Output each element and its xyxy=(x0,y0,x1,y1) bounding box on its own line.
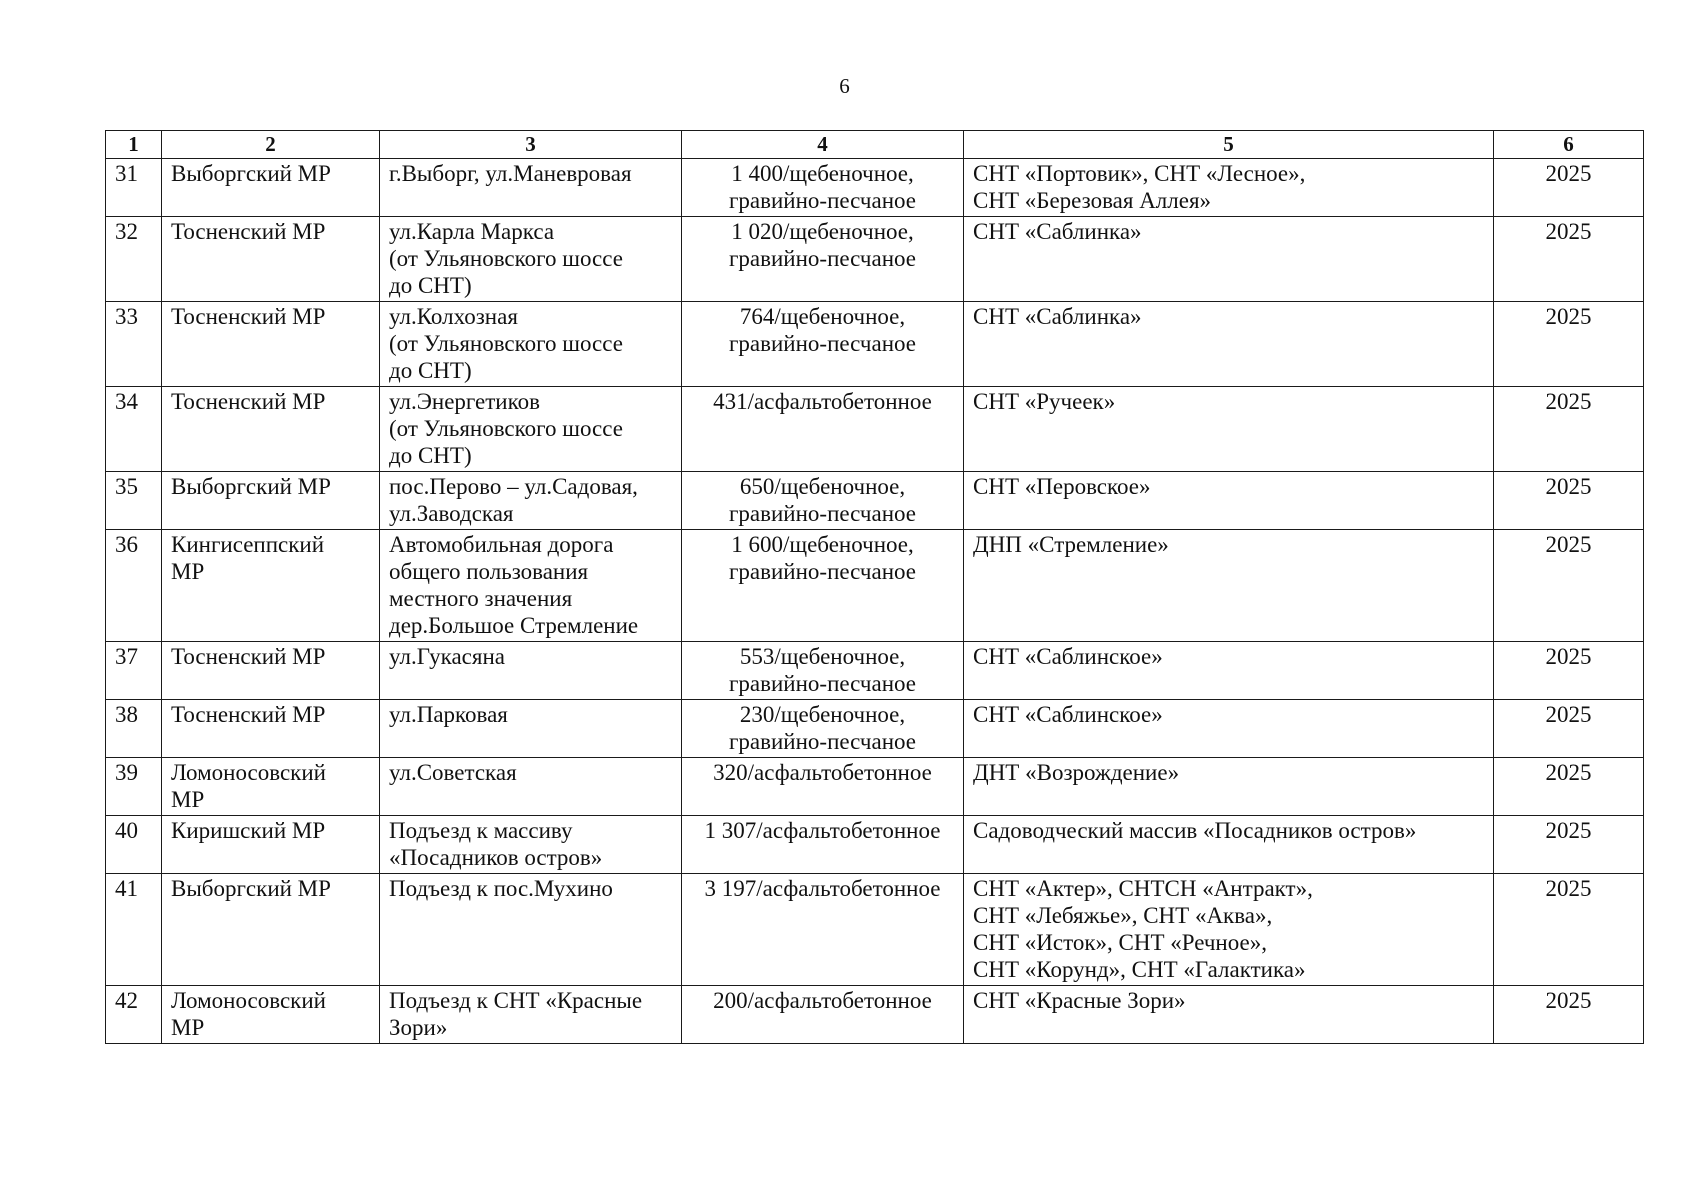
district-cell-line: МР xyxy=(171,1015,205,1040)
road-name-cell-line: дер.Большое Стремление xyxy=(389,613,639,638)
header-row xyxy=(106,131,1644,159)
table-row xyxy=(106,642,1644,700)
district-cell-line: Выборгский МР xyxy=(171,474,331,499)
table-body xyxy=(106,159,1644,1044)
page-number: 6 xyxy=(839,74,850,98)
served-objects-cell xyxy=(964,159,1494,217)
served-objects-cell-line: СНТ «Саблинское» xyxy=(973,702,1163,727)
road-name-cell xyxy=(380,816,682,874)
table-row xyxy=(106,530,1644,642)
length-surface-cell xyxy=(682,159,964,217)
road-name-cell xyxy=(380,159,682,217)
served-objects-cell xyxy=(964,700,1494,758)
served-objects-cell xyxy=(964,387,1494,472)
table-row xyxy=(106,986,1644,1044)
district-cell-line: Тосненский МР xyxy=(171,219,326,244)
length-surface-cell xyxy=(682,986,964,1044)
road-name-cell xyxy=(380,874,682,986)
district-cell xyxy=(162,472,380,530)
row-number-cell: 31 xyxy=(106,159,162,217)
served-objects-cell-line: СНТ «Лебяжье», СНТ «Аква», xyxy=(973,903,1273,928)
table-row xyxy=(106,302,1644,387)
table-row xyxy=(106,874,1644,986)
district-cell xyxy=(162,986,380,1044)
served-objects-cell xyxy=(964,874,1494,986)
served-objects-cell-line: Садоводческий массив «Посадников остров» xyxy=(973,818,1417,843)
district-cell-line: МР xyxy=(171,559,205,584)
header-col-3: 3 xyxy=(380,131,682,159)
row-number-cell: 37 xyxy=(106,642,162,700)
length-surface-cell xyxy=(682,874,964,986)
served-objects-cell xyxy=(964,302,1494,387)
length-surface-cell-line: 431/асфальтобетонное xyxy=(713,389,932,414)
table-row xyxy=(106,472,1644,530)
served-objects-cell xyxy=(964,530,1494,642)
district-cell xyxy=(162,159,380,217)
length-surface-cell-line: гравийно-песчаное xyxy=(729,188,916,213)
header-col-1: 1 xyxy=(106,131,162,159)
header-col-5: 5 xyxy=(964,131,1494,159)
road-name-cell xyxy=(380,472,682,530)
district-cell-line: Ломоносовский xyxy=(171,988,326,1013)
road-name-cell-line: (от Ульяновского шоссе xyxy=(389,331,623,356)
row-number-cell: 40 xyxy=(106,816,162,874)
district-cell xyxy=(162,530,380,642)
road-name-cell-line: Зори» xyxy=(389,1015,448,1040)
length-surface-cell-line: 230/щебеночное, xyxy=(739,702,906,727)
length-surface-cell xyxy=(682,642,964,700)
road-name-cell xyxy=(380,302,682,387)
served-objects-cell xyxy=(964,816,1494,874)
road-name-cell-line: пос.Перово – ул.Садовая, xyxy=(389,474,638,499)
length-surface-cell-line: 764/щебеночное, xyxy=(739,304,906,329)
served-objects-cell xyxy=(964,472,1494,530)
row-number-cell: 38 xyxy=(106,700,162,758)
district-cell-line: Тосненский МР xyxy=(171,644,326,669)
length-surface-cell-line: 3 197/асфальтобетонное xyxy=(704,876,941,901)
road-name-cell-line: (от Ульяновского шоссе xyxy=(389,246,623,271)
road-name-cell-line: ул.Энергетиков xyxy=(389,389,540,414)
length-surface-cell-line: гравийно-песчаное xyxy=(729,671,916,696)
district-cell xyxy=(162,217,380,302)
district-cell xyxy=(162,387,380,472)
year-cell: 2025 xyxy=(1494,874,1644,986)
served-objects-cell-line: ДНТ «Возрождение» xyxy=(973,760,1180,785)
year-cell: 2025 xyxy=(1494,816,1644,874)
length-surface-cell-line: 1 020/щебеночное, xyxy=(731,219,914,244)
served-objects-cell-line: СНТ «Актер», СНТСН «Антракт», xyxy=(973,876,1313,901)
length-surface-cell xyxy=(682,217,964,302)
road-name-cell-line: ул.Колхозная xyxy=(389,304,518,329)
road-name-cell xyxy=(380,986,682,1044)
district-cell xyxy=(162,874,380,986)
length-surface-cell xyxy=(682,758,964,816)
row-number-cell: 35 xyxy=(106,472,162,530)
length-surface-cell xyxy=(682,700,964,758)
served-objects-cell-line: СНТ «Саблинка» xyxy=(973,304,1142,329)
table-row xyxy=(106,387,1644,472)
road-name-cell-line: «Посадников остров» xyxy=(389,845,603,870)
district-cell-line: Киришский МР xyxy=(171,818,326,843)
road-name-cell-line: до СНТ) xyxy=(389,358,472,383)
row-number-cell: 34 xyxy=(106,387,162,472)
year-cell: 2025 xyxy=(1494,217,1644,302)
district-cell-line: Тосненский МР xyxy=(171,702,326,727)
district-cell-line: Тосненский МР xyxy=(171,389,326,414)
road-name-cell-line: ул.Парковая xyxy=(389,702,508,727)
length-surface-cell-line: 1 600/щебеночное, xyxy=(731,532,914,557)
header-col-4: 4 xyxy=(682,131,964,159)
row-number-cell: 36 xyxy=(106,530,162,642)
length-surface-cell-line: гравийно-песчаное xyxy=(729,559,916,584)
road-name-cell xyxy=(380,530,682,642)
year-cell: 2025 xyxy=(1494,302,1644,387)
header-col-2: 2 xyxy=(162,131,380,159)
row-number-cell: 39 xyxy=(106,758,162,816)
road-name-cell-line: местного значения xyxy=(389,586,573,611)
length-surface-cell xyxy=(682,387,964,472)
road-name-cell xyxy=(380,387,682,472)
length-surface-cell-line: гравийно-песчаное xyxy=(729,246,916,271)
row-number-cell: 42 xyxy=(106,986,162,1044)
served-objects-cell-line: СНТ «Березовая Аллея» xyxy=(973,188,1212,213)
district-cell-line: Выборгский МР xyxy=(171,161,331,186)
district-cell xyxy=(162,642,380,700)
length-surface-cell-line: гравийно-песчаное xyxy=(729,501,916,526)
year-cell: 2025 xyxy=(1494,530,1644,642)
year-cell: 2025 xyxy=(1494,986,1644,1044)
header-col-6: 6 xyxy=(1494,131,1644,159)
table-row xyxy=(106,816,1644,874)
road-name-cell-line: Подъезд к массиву xyxy=(389,818,573,843)
road-name-cell-line: до СНТ) xyxy=(389,443,472,468)
year-cell: 2025 xyxy=(1494,472,1644,530)
length-surface-cell xyxy=(682,530,964,642)
table-row xyxy=(106,159,1644,217)
row-number-cell: 41 xyxy=(106,874,162,986)
served-objects-cell-line: СНТ «Саблинское» xyxy=(973,644,1163,669)
row-number-cell: 33 xyxy=(106,302,162,387)
served-objects-cell-line: СНТ «Корунд», СНТ «Галактика» xyxy=(973,957,1306,982)
length-surface-cell-line: 553/щебеночное, xyxy=(739,644,906,669)
road-name-cell xyxy=(380,700,682,758)
road-name-cell-line: Подъезд к СНТ «Красные xyxy=(389,988,643,1013)
year-cell: 2025 xyxy=(1494,758,1644,816)
year-cell: 2025 xyxy=(1494,642,1644,700)
road-name-cell-line: ул.Карла Маркса xyxy=(389,219,555,244)
district-cell-line: Тосненский МР xyxy=(171,304,326,329)
district-cell-line: Ломоносовский xyxy=(171,760,326,785)
length-surface-cell-line: гравийно-песчаное xyxy=(729,729,916,754)
district-cell xyxy=(162,758,380,816)
served-objects-cell-line: СНТ «Перовское» xyxy=(973,474,1151,499)
served-objects-cell-line: СНТ «Красные Зори» xyxy=(973,988,1186,1013)
year-cell: 2025 xyxy=(1494,159,1644,217)
served-objects-cell xyxy=(964,986,1494,1044)
road-name-cell-line: ул.Советская xyxy=(389,760,517,785)
road-name-cell-line: ул.Гукасяна xyxy=(389,644,505,669)
table-header xyxy=(106,131,1644,159)
length-surface-cell-line: 1 307/асфальтобетонное xyxy=(704,818,941,843)
served-objects-cell-line: ДНП «Стремление» xyxy=(973,532,1169,557)
district-cell xyxy=(162,700,380,758)
length-surface-cell-line: 320/асфальтобетонное xyxy=(713,760,932,785)
served-objects-cell xyxy=(964,758,1494,816)
road-name-cell xyxy=(380,758,682,816)
district-cell xyxy=(162,302,380,387)
table-row xyxy=(106,700,1644,758)
length-surface-cell-line: 650/щебеночное, xyxy=(739,474,906,499)
table-row xyxy=(106,758,1644,816)
served-objects-cell xyxy=(964,642,1494,700)
district-cell xyxy=(162,816,380,874)
road-name-cell-line: г.Выборг, ул.Маневровая xyxy=(389,161,632,186)
road-table xyxy=(105,130,1644,1044)
length-surface-cell xyxy=(682,472,964,530)
length-surface-cell xyxy=(682,302,964,387)
served-objects-cell-line: СНТ «Ручеек» xyxy=(973,389,1116,414)
length-surface-cell-line: гравийно-песчаное xyxy=(729,331,916,356)
road-name-cell-line: Автомобильная дорога xyxy=(389,532,614,557)
length-surface-cell-line: 200/асфальтобетонное xyxy=(713,988,932,1013)
row-number-cell: 32 xyxy=(106,217,162,302)
road-name-cell-line: до СНТ) xyxy=(389,273,472,298)
served-objects-cell-line: СНТ «Портовик», СНТ «Лесное», xyxy=(973,161,1306,186)
road-name-cell-line: Подъезд к пос.Мухино xyxy=(389,876,613,901)
district-cell-line: Выборгский МР xyxy=(171,876,331,901)
table-row xyxy=(106,217,1644,302)
road-name-cell xyxy=(380,217,682,302)
district-cell-line: Кингисеппский xyxy=(171,532,325,557)
year-cell: 2025 xyxy=(1494,700,1644,758)
served-objects-cell xyxy=(964,217,1494,302)
year-cell: 2025 xyxy=(1494,387,1644,472)
length-surface-cell xyxy=(682,816,964,874)
served-objects-cell-line: СНТ «Исток», СНТ «Речное», xyxy=(973,930,1267,955)
length-surface-cell-line: 1 400/щебеночное, xyxy=(731,161,914,186)
district-cell-line: МР xyxy=(171,787,205,812)
road-name-cell-line: ул.Заводская xyxy=(389,501,514,526)
served-objects-cell-line: СНТ «Саблинка» xyxy=(973,219,1142,244)
road-name-cell-line: общего пользования xyxy=(389,559,589,584)
road-name-cell xyxy=(380,642,682,700)
road-name-cell-line: (от Ульяновского шоссе xyxy=(389,416,623,441)
